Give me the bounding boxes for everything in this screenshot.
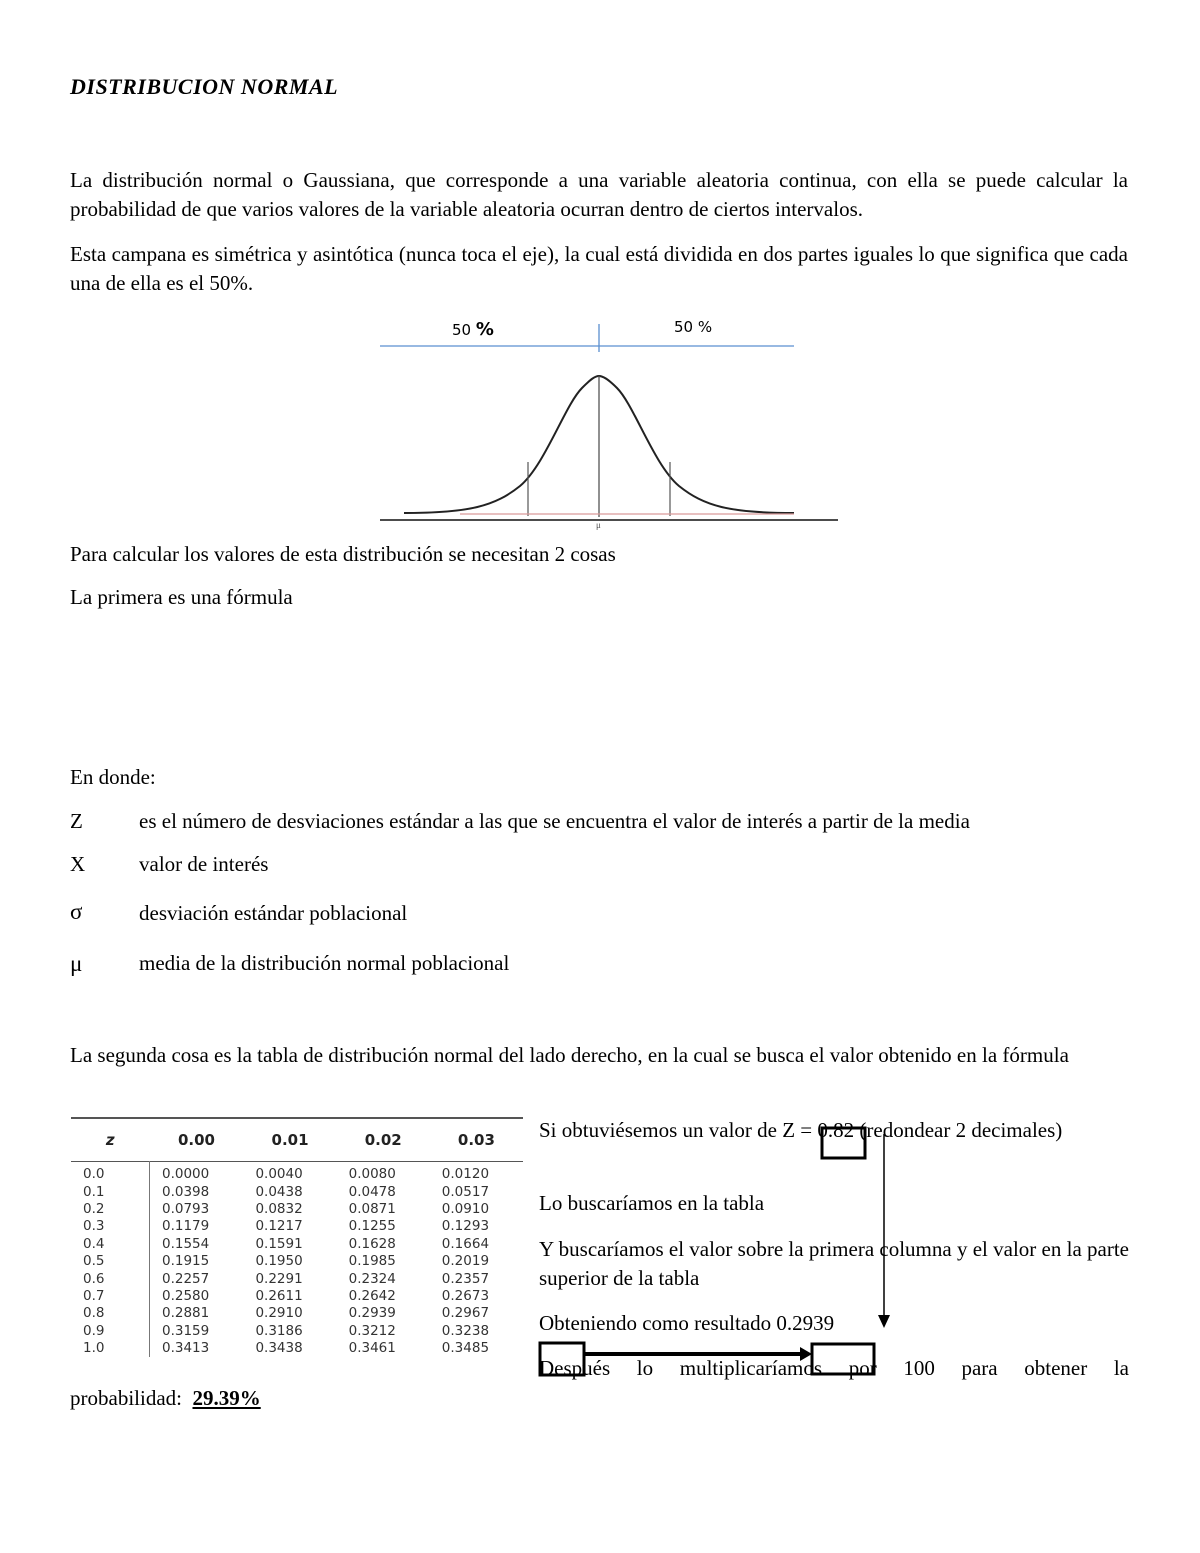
z-cell: 1.0	[83, 1340, 105, 1357]
p-cell: 0.2967	[441, 1305, 490, 1322]
z-value-box	[822, 1128, 865, 1158]
p-cell: 0.1950	[255, 1253, 303, 1270]
p-cell: 0.3485	[441, 1340, 490, 1357]
p-cell: 0.1664	[441, 1235, 490, 1252]
z-header-003: 0.03	[457, 1131, 495, 1149]
p-cell: 0.1985	[348, 1253, 396, 1270]
side-text-1: Si obtuviésemos un valor de Z = 0.82 (redondear 2 decimales)	[539, 1118, 1063, 1142]
p-cell: 0.1217	[255, 1218, 303, 1235]
intro-paragraph-1: La distribución normal o Gaussiana, que corresponde a una variable aleatoria continua, con ella se puede calcular la probabilidad de que varios valores de la variable aleatoria ocurran dentro de ciertos intervalos.	[70, 168, 1128, 221]
z-cell: 0.6	[83, 1270, 105, 1287]
p-cell: 0.2910	[255, 1305, 303, 1322]
table-row	[71, 1183, 523, 1200]
side-text-3: Y buscaríamos el valor sobre la primera columna y el valor en la parte superior de la tabla	[539, 1237, 1129, 1290]
right-arrow-head	[800, 1347, 812, 1361]
right-highlight-box	[812, 1344, 874, 1374]
need-two-text: Para calcular los valores de esta distribución se necesitan 2 cosas	[70, 542, 616, 566]
p-cell: 0.1255	[348, 1218, 396, 1235]
right-50-label: 50 %	[674, 318, 713, 336]
p-cell: 0.2291	[255, 1270, 303, 1287]
p-cell: 0.3413	[150, 1340, 244, 1357]
p-cell: 0.0793	[150, 1201, 244, 1218]
p-cell: 0.2611	[255, 1287, 303, 1304]
z-cell: 0.9	[83, 1322, 105, 1339]
def-text-mu: media de la distribución normal poblacional	[139, 951, 510, 975]
p-cell: 0.2580	[150, 1288, 244, 1305]
p-cell: 0.0040	[255, 1166, 303, 1183]
table-row	[71, 1270, 523, 1287]
p-cell: 0.3238	[441, 1322, 490, 1339]
z-table-header-row	[71, 1118, 523, 1162]
where-text: En donde:	[70, 765, 156, 789]
z-cell: 0.5	[83, 1253, 105, 1270]
z-cell: 0.1	[83, 1183, 105, 1200]
side-text-4: Obteniendo como resultado 0.2939	[539, 1311, 835, 1335]
z-header-001: 0.01	[271, 1131, 309, 1149]
table-row	[71, 1305, 523, 1322]
side-text-5: Después lo multiplicaríamos por 100 para obtener la	[539, 1356, 1129, 1380]
z-cell: 0.3	[83, 1218, 105, 1235]
p-cell: 0.0438	[255, 1183, 303, 1200]
first-text: La primera es una fórmula	[70, 585, 293, 609]
table-row	[71, 1253, 523, 1270]
p-cell: 0.0832	[255, 1200, 303, 1217]
p-cell: 0.1179	[150, 1218, 244, 1235]
z-header-z: z	[105, 1131, 115, 1149]
intro-paragraph-2: Esta campana es simétrica y asintótica (nunca toca el eje), la cual está dividida en dos partes iguales lo que significa que cada una de ella es el 50%.	[70, 242, 1128, 295]
z-cell: 0.8	[83, 1305, 105, 1322]
p-cell: 0.0120	[441, 1166, 490, 1183]
z-header-002: 0.02	[364, 1131, 402, 1149]
p-cell: 0.1915	[150, 1253, 244, 1270]
z-cell: 0.7	[83, 1287, 105, 1304]
bell-curve-figure	[370, 310, 850, 532]
z-table	[71, 1117, 523, 1357]
p-cell: 0.1293	[441, 1218, 490, 1235]
mu-axis-label: μ	[596, 520, 601, 530]
probability-line	[70, 1384, 261, 1413]
p-cell: 0.2642	[348, 1287, 396, 1304]
side-text-2: Lo buscaríamos en la tabla	[539, 1191, 765, 1215]
p-cell: 0.0478	[348, 1183, 396, 1200]
p-cell: 0.0517	[441, 1183, 490, 1200]
p-cell: 0.2939	[348, 1305, 396, 1322]
page-title: DISTRIBUCION NORMAL	[70, 74, 339, 99]
p-cell: 0.0871	[348, 1200, 396, 1217]
down-arrow-head	[878, 1315, 890, 1328]
table-row	[71, 1201, 523, 1218]
second-paragraph: La segunda cosa es la tabla de distribución normal del lado derecho, en la cual se busca el valor obtenido en la fórmula	[70, 1043, 1069, 1067]
z-cell: 0.0	[83, 1166, 105, 1183]
p-cell: 0.3461	[348, 1340, 396, 1357]
table-row	[71, 1236, 523, 1253]
z-cell: 0.2	[83, 1200, 105, 1217]
probability-prefix: probabilidad:	[70, 1386, 182, 1410]
left-50-label: 50 %	[452, 319, 494, 340]
def-text-x: valor de interés	[139, 852, 269, 876]
table-row	[71, 1323, 523, 1340]
z-header-000: 0.00	[177, 1131, 215, 1149]
p-cell: 0.3186	[255, 1322, 303, 1339]
p-cell: 0.2257	[150, 1270, 244, 1287]
def-symbol-sigma: σ	[70, 899, 83, 924]
table-row	[71, 1162, 523, 1184]
table-row	[71, 1218, 523, 1235]
p-cell: 0.3212	[348, 1322, 396, 1339]
p-cell: 0.0000	[150, 1162, 244, 1184]
p-cell: 0.3159	[150, 1323, 244, 1340]
def-text-sigma: desviación estándar poblacional	[139, 901, 408, 925]
p-cell: 0.2357	[441, 1270, 490, 1287]
p-cell: 0.2324	[348, 1270, 396, 1287]
p-cell: 0.0910	[441, 1200, 490, 1217]
def-symbol-mu: μ	[70, 951, 83, 976]
p-cell: 0.0080	[348, 1166, 396, 1183]
table-row	[71, 1340, 523, 1357]
z-cell: 0.4	[83, 1235, 105, 1252]
p-cell: 0.0398	[150, 1183, 244, 1200]
p-cell: 0.2881	[150, 1305, 244, 1322]
def-symbol-x: X	[70, 852, 86, 876]
p-cell: 0.1628	[348, 1235, 396, 1252]
def-text-z: es el número de desviaciones estándar a las que se encuentra el valor de interés a partir de la media	[139, 809, 970, 833]
left-highlight-box	[540, 1343, 584, 1375]
table-row	[71, 1288, 523, 1305]
p-cell: 0.2019	[441, 1253, 490, 1270]
annotation-overlay	[530, 1120, 890, 1382]
def-symbol-z: Z	[70, 809, 83, 833]
p-cell: 0.1591	[255, 1235, 303, 1252]
p-cell: 0.1554	[150, 1236, 244, 1253]
p-cell: 0.3438	[255, 1340, 303, 1357]
probability-result: 29.39%	[192, 1386, 261, 1410]
p-cell: 0.2673	[441, 1287, 490, 1304]
